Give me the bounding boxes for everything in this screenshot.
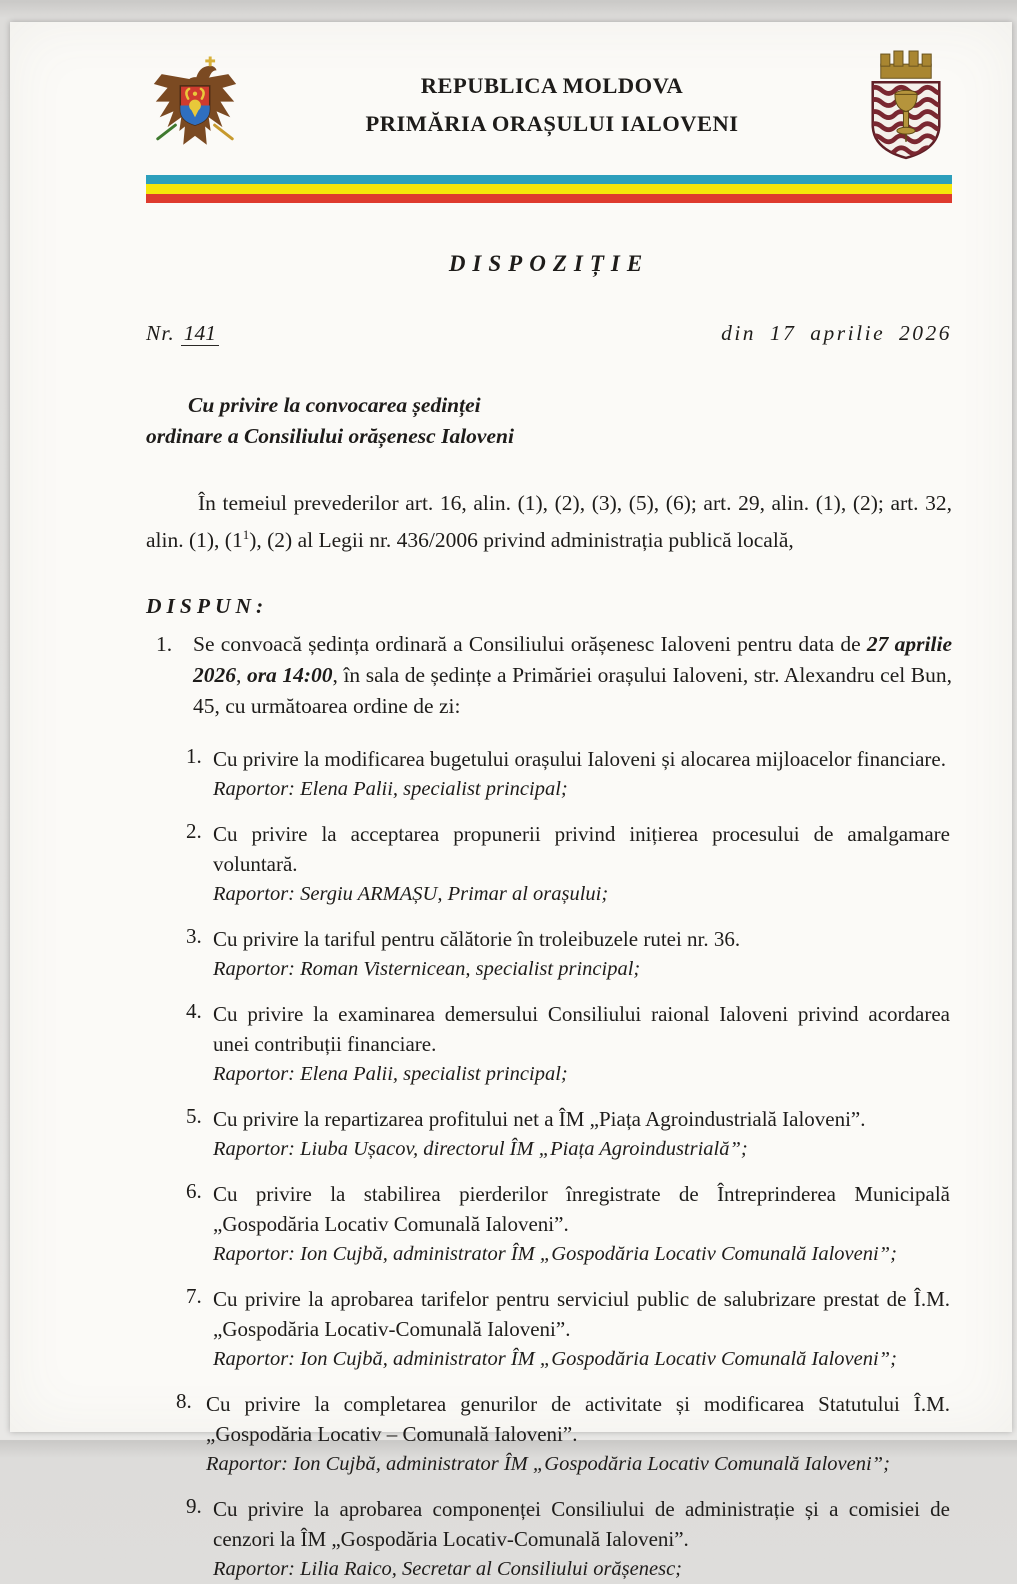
agenda-item-number: 8. (176, 1389, 192, 1414)
agenda-item-4 (146, 999, 952, 1089)
number-date-row (146, 321, 952, 346)
agenda-item-1 (146, 744, 952, 804)
document-subject (146, 390, 952, 452)
agenda-list (146, 744, 952, 1584)
agenda-item-8 (146, 1389, 952, 1479)
agenda-item-text: Cu privire la tariful pentru călătorie în troleibuzele rutei nr. 36. (213, 927, 741, 952)
convene-separator: , (236, 663, 247, 688)
stripe-red-band (146, 194, 952, 203)
clause-number: 1. (156, 632, 173, 657)
agenda-item-2 (146, 819, 952, 909)
scanned-document-page (10, 22, 1012, 1581)
agenda-item-text: Cu privire la examinarea demersului Consiliului raional Ialoveni privind acordarea unei contribuții financiare. (213, 1002, 950, 1057)
agenda-item-text: Cu privire la stabilirea pierderilor înregistrate de Întreprinderea Municipală „Gospodăria Locativ Comunală Ialoveni”. (213, 1182, 950, 1237)
agenda-item-number: 3. (186, 924, 202, 949)
convene-time: ora 14:00 (246, 663, 333, 688)
ialoveni-city-crest-icon (860, 48, 952, 169)
dispun-heading: DISPUN: (146, 594, 269, 619)
agenda-item-raportor: Raportor: Ion Cujbă, administrator ÎM „Gospodăria Locativ Comunală Ialoveni”; (206, 1453, 890, 1476)
agenda-item-raportor: Raportor: Elena Palii, specialist principal; (213, 778, 568, 801)
agenda-item-number: 9. (186, 1494, 202, 1519)
agenda-item-raportor: Raportor: Ion Cujbă, administrator ÎM „Gospodăria Locativ Comunală Ialoveni”; (213, 1243, 897, 1266)
number-label: Nr. (146, 321, 175, 345)
agenda-item-raportor: Raportor: Sergiu ARMAȘU, Primar al orașului; (213, 883, 609, 906)
agenda-item-5 (146, 1104, 952, 1164)
agenda-item-text: Cu privire la aprobarea componenței Consiliului de administrație și a comisiei de cenzori la ÎM „Gospodăria Locativ-Comunală Ialoveni”. (213, 1497, 950, 1552)
convene-date: 27 aprilie 2026 (193, 632, 952, 688)
legal-text-pre: În temeiul prevederilor art. 16, alin. (1), (2), (3), (5), (6); art. 29, alin. (1), (2); art. 32, alin. (1), (1 (146, 491, 952, 553)
document-date: din 17 aprilie 2026 (721, 321, 952, 345)
agenda-item-number: 1. (186, 744, 202, 769)
city-hall-title: PRIMĂRIA ORAȘULUI IALOVENI (365, 110, 739, 136)
agenda-item-6 (146, 1179, 952, 1269)
document-title: DISPOZIȚIE (448, 251, 650, 276)
agenda-item-text: Cu privire la repartizarea profitului net a ÎM „Piața Agroindustrială Ialoveni”. (213, 1107, 866, 1132)
agenda-item-raportor: Raportor: Ion Cujbă, administrator ÎM „Gospodăria Locativ Comunală Ialoveni”; (213, 1348, 897, 1371)
legal-superscript: 1 (242, 527, 250, 542)
agenda-item-raportor: Raportor: Liuba Ușacov, directorul ÎM „Piața Agroindustrială”; (213, 1138, 748, 1161)
document-number (146, 321, 219, 346)
agenda-item-raportor: Raportor: Elena Palii, specialist principal; (213, 1063, 568, 1086)
agenda-item-text: Cu privire la modificarea bugetului orașului Ialoveni și alocarea mijloacelor financiare. (213, 747, 946, 772)
agenda-item-raportor: Raportor: Roman Visternicean, specialist principal; (213, 958, 641, 981)
agenda-item-number: 2. (186, 819, 202, 844)
agenda-item-3 (146, 924, 952, 984)
agenda-item-raportor: Raportor: Lilia Raico, Secretar al Consiliului orășenesc; (213, 1558, 682, 1581)
document-header (146, 22, 952, 169)
agenda-item-text: Cu privire la aprobarea tarifelor pentru serviciul public de salubrizare prestat de Î.M. „Gospodăria Locativ-Comunală Ialoveni”. (213, 1287, 950, 1342)
agenda-item-number: 4. (186, 999, 202, 1024)
tricolor-stripe (146, 175, 952, 203)
agenda-item-number: 7. (186, 1284, 202, 1309)
number-value: 141 (181, 321, 219, 346)
republic-title: REPUBLICA MOLDOVA (420, 72, 684, 98)
agenda-item-9 (146, 1494, 952, 1584)
legal-basis-paragraph (146, 488, 952, 556)
legal-text-post: ), (2) al Legii nr. 436/2006 privind administrația publică locală, (249, 528, 794, 553)
agenda-item-text: Cu privire la acceptarea propunerii privind inițierea procesului de amalgamare voluntară. (213, 822, 950, 877)
subject-line-1: Cu privire la convocarea ședinței (188, 393, 481, 417)
convene-text-post: , în sala de ședințe a Primăriei orașului Ialoveni, str. Alexandru cel Bun, 45, cu următoarea ordine de zi: (193, 663, 953, 719)
stripe-blue-band (146, 175, 952, 184)
subject-line-2: ordinare a Consiliului orășenesc Ialoveni (146, 424, 514, 448)
agenda-item-text: Cu privire la completarea genurilor de activitate și modificarea Statutului Î.M. „Gospodăria Locativ – Comunală Ialoveni”. (206, 1392, 950, 1447)
header-titles (244, 67, 860, 151)
agenda-item-7 (146, 1284, 952, 1374)
convene-text-pre: Se convoacă ședința ordinară a Consiliului orășenesc Ialoveni pentru data de (193, 632, 867, 657)
stripe-yellow-band (146, 184, 952, 193)
convening-clause (146, 629, 952, 722)
agenda-item-number: 5. (186, 1104, 202, 1129)
moldova-coat-of-arms-icon (146, 54, 244, 163)
agenda-item-number: 6. (186, 1179, 202, 1204)
